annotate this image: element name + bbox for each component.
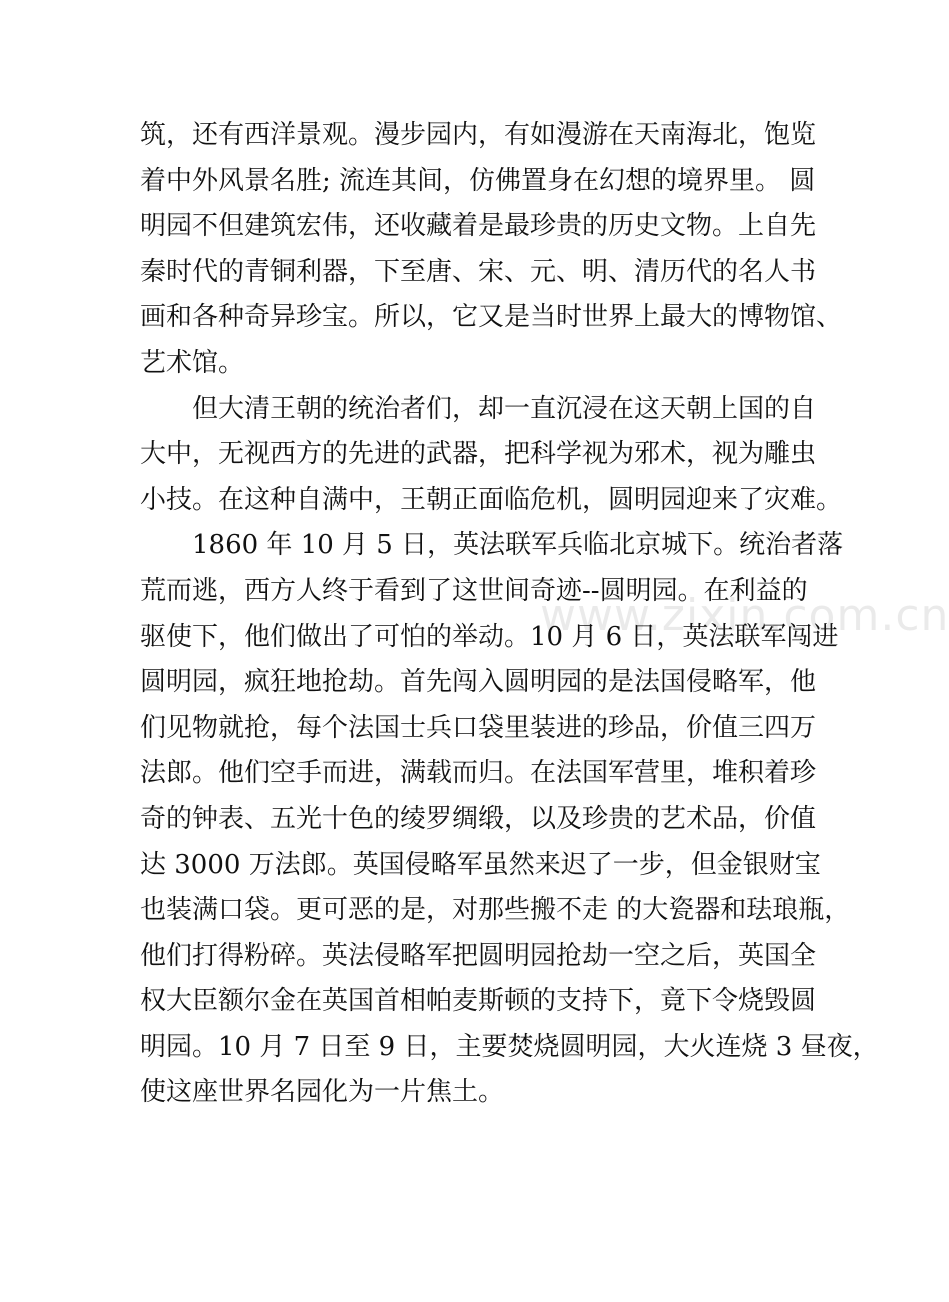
text-line: 明园不但建筑宏伟，还收藏着是最珍贵的历史文物。上自先 <box>140 211 817 242</box>
text-line: 圆明园，疯狂地抢劫。首先闯入圆明园的是法国侵略军，他 <box>140 667 817 698</box>
text-line: 大中，无视西方的先进的武器，把科学视为邪术，视为雕虫 <box>140 439 817 470</box>
text-line: 达 3000 万法郎。英国侵略军虽然来迟了一步，但金银财宝 <box>140 849 821 880</box>
text-line: 但大清王朝的统治者们，却一直沉浸在这天朝上国的自 <box>192 393 817 424</box>
text-line: 法郎。他们空手而进，满载而归。在法国军营里，堆积着珍 <box>140 758 817 789</box>
body-text <box>140 113 879 1116</box>
text-line: 明园。10 月 7 日至 9 日，主要焚烧圆明园，大火连烧 3 昼夜， <box>140 1031 879 1062</box>
text-line: 1860 年 10 月 5 日，英法联军兵临北京城下。统治者落 <box>192 530 844 561</box>
text-line: 们见物就抢，每个法国士兵口袋里装进的珍品，价值三四万 <box>140 712 817 743</box>
text-line: 筑，还有西洋景观。漫步园内，有如漫游在天南海北，饱览 <box>140 120 817 150</box>
text-line: 荒而逃，西方人终于看到了这世间奇迹--圆明园。在利益的 <box>140 575 808 606</box>
text-line: 也装满口袋。更可恶的是，对那些搬不走 的大瓷器和珐琅瓶， <box>140 895 851 926</box>
text-line: 他们打得粉碎。英法侵略军把圆明园抢劫一空之后，英国全 <box>140 940 817 971</box>
text-line: 小技。在这种自满中，王朝正面临危机，圆明园迎来了灾难。 <box>140 484 843 515</box>
text-line: 秦时代的青铜利器，下至唐、宋、元、明、清历代的名人书 <box>140 256 817 287</box>
text-line: 艺术馆。 <box>140 347 245 378</box>
text-line: 奇的钟表、五光十色的绫罗绸缎，以及珍贵的艺术品，价值 <box>140 803 817 834</box>
text-line: 使这座世界名园化为一片焦土。 <box>140 1077 505 1108</box>
text-line: 画和各种奇异珍宝。所以，它又是当时世界上最大的博物馆、 <box>140 302 843 333</box>
text-line: 权大臣额尔金在英国首相帕麦斯顿的支持下，竟下令烧毁圆 <box>140 986 817 1017</box>
text-line: 驱使下，他们做出了可怕的举动。10 月 6 日，英法联军闯进 <box>140 621 839 652</box>
text-line: 着中外风景名胜; 流连其间，仿佛置身在幻想的境界里。 圆 <box>140 165 816 196</box>
watermark: www.zixin.com.cn <box>540 590 949 641</box>
